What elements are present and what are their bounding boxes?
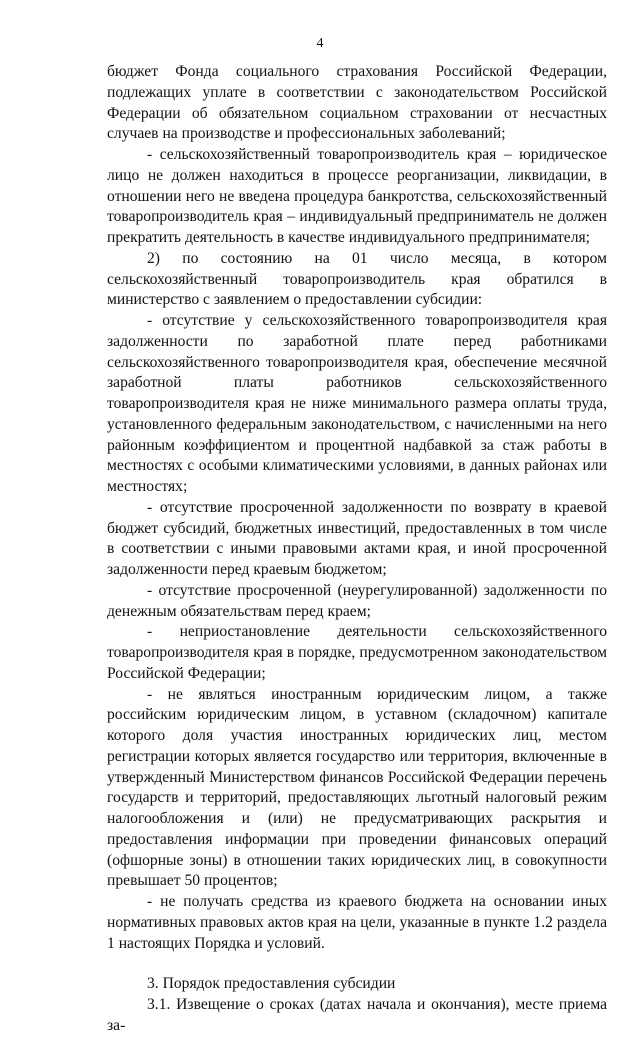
- paragraph-no-suspension: - неприостановление деятельности сельскохозяйственного товаропроизводителя края в порядке, предусмотренном законодательством Российской Федерации;: [107, 623, 607, 682]
- paragraph-no-budget-debt: - отсутствие просроченной задолженности по возврату в краевой бюджет субсидий, бюджетных инвестиций, предоставленных в том числе в соответствии с иными правовыми актами края, и иной просроченной задолженности перед краевым бюджетом;: [107, 498, 607, 578]
- paragraph-continuation: бюджет Фонда социального страхования Российской Федерации, подлежащих уплате в соответствии с законодательством Российской Федерации об обязательном социальном страховании от несчастных случаев на производстве и профессиональных заболеваний;: [107, 63, 607, 143]
- paragraph-no-overdue-obligations: - отсутствие просроченной (неурегулированной) задолженности по денежным обязательствам перед краем;: [107, 581, 607, 620]
- paragraph-3-1: 3.1. Извещение о сроках (датах начала и окончания), месте приема за-: [107, 996, 607, 1034]
- document-body: [107, 62, 607, 1037]
- section-heading: 3. Порядок предоставления субсидии: [147, 975, 396, 993]
- paragraph-not-in-reorganization: - сельскохозяйственный товаропроизводитель края – юридическое лицо не должен находиться в процессе реорганизации, ликвидации, в отношении него не введена процедура банкротства, сельскохозяйственный товаропроизводитель края – индивидуальный предприниматель не должен прекратить деятельность в качестве индивидуального предпринимателя;: [107, 146, 607, 246]
- page-number: 4: [316, 36, 324, 51]
- paragraph-as-of-date: 2) по состоянию на 01 число месяца, в котором сельскохозяйственный товаропроизводитель края обратился в министерство с заявлением о предоставлении субсидии:: [107, 249, 607, 309]
- paragraph-no-wage-debt: - отсутствие у сельскохозяйственного товаропроизводителя края задолженности по заработной плате перед работниками сельскохозяйственного товаропроизводителя края, обеспечение месячной заработной платы работников сельскохозяйственного товаропроизводителя края не ниже минимального размера оплаты труда, установленного федеральным законодательством, с начисленными на него районным коэффициентом и процентной надбавкой за стаж работы в местностях с особыми климатическими условиями, в данных районах или местностях;: [107, 312, 607, 495]
- paragraph-not-foreign-entity: - не являться иностранным юридическим лицом, а также российским юридическим лицом, в уставном (складочном) капитале которого доля участия иностранных юридических лиц, местом регистрации которых является государство или территория, включенные в утвержденный Министерством финансов Российской Федерации перечень государств и территорий, предоставляющих льготный налоговый режим налогообложения и (или) не предусматривающих раскрытия и предоставления информации при проведении финансовых операций (офшорные зоны) в отношении таких юридических лиц, в совокупности превышает 50 процентов;: [107, 685, 607, 890]
- paragraph-no-other-funds: - не получать средства из краевого бюджета на основании иных нормативных правовых актов края на цели, указанные в пункте 1.2 раздела 1 настоящих Порядка и условий.: [107, 893, 607, 952]
